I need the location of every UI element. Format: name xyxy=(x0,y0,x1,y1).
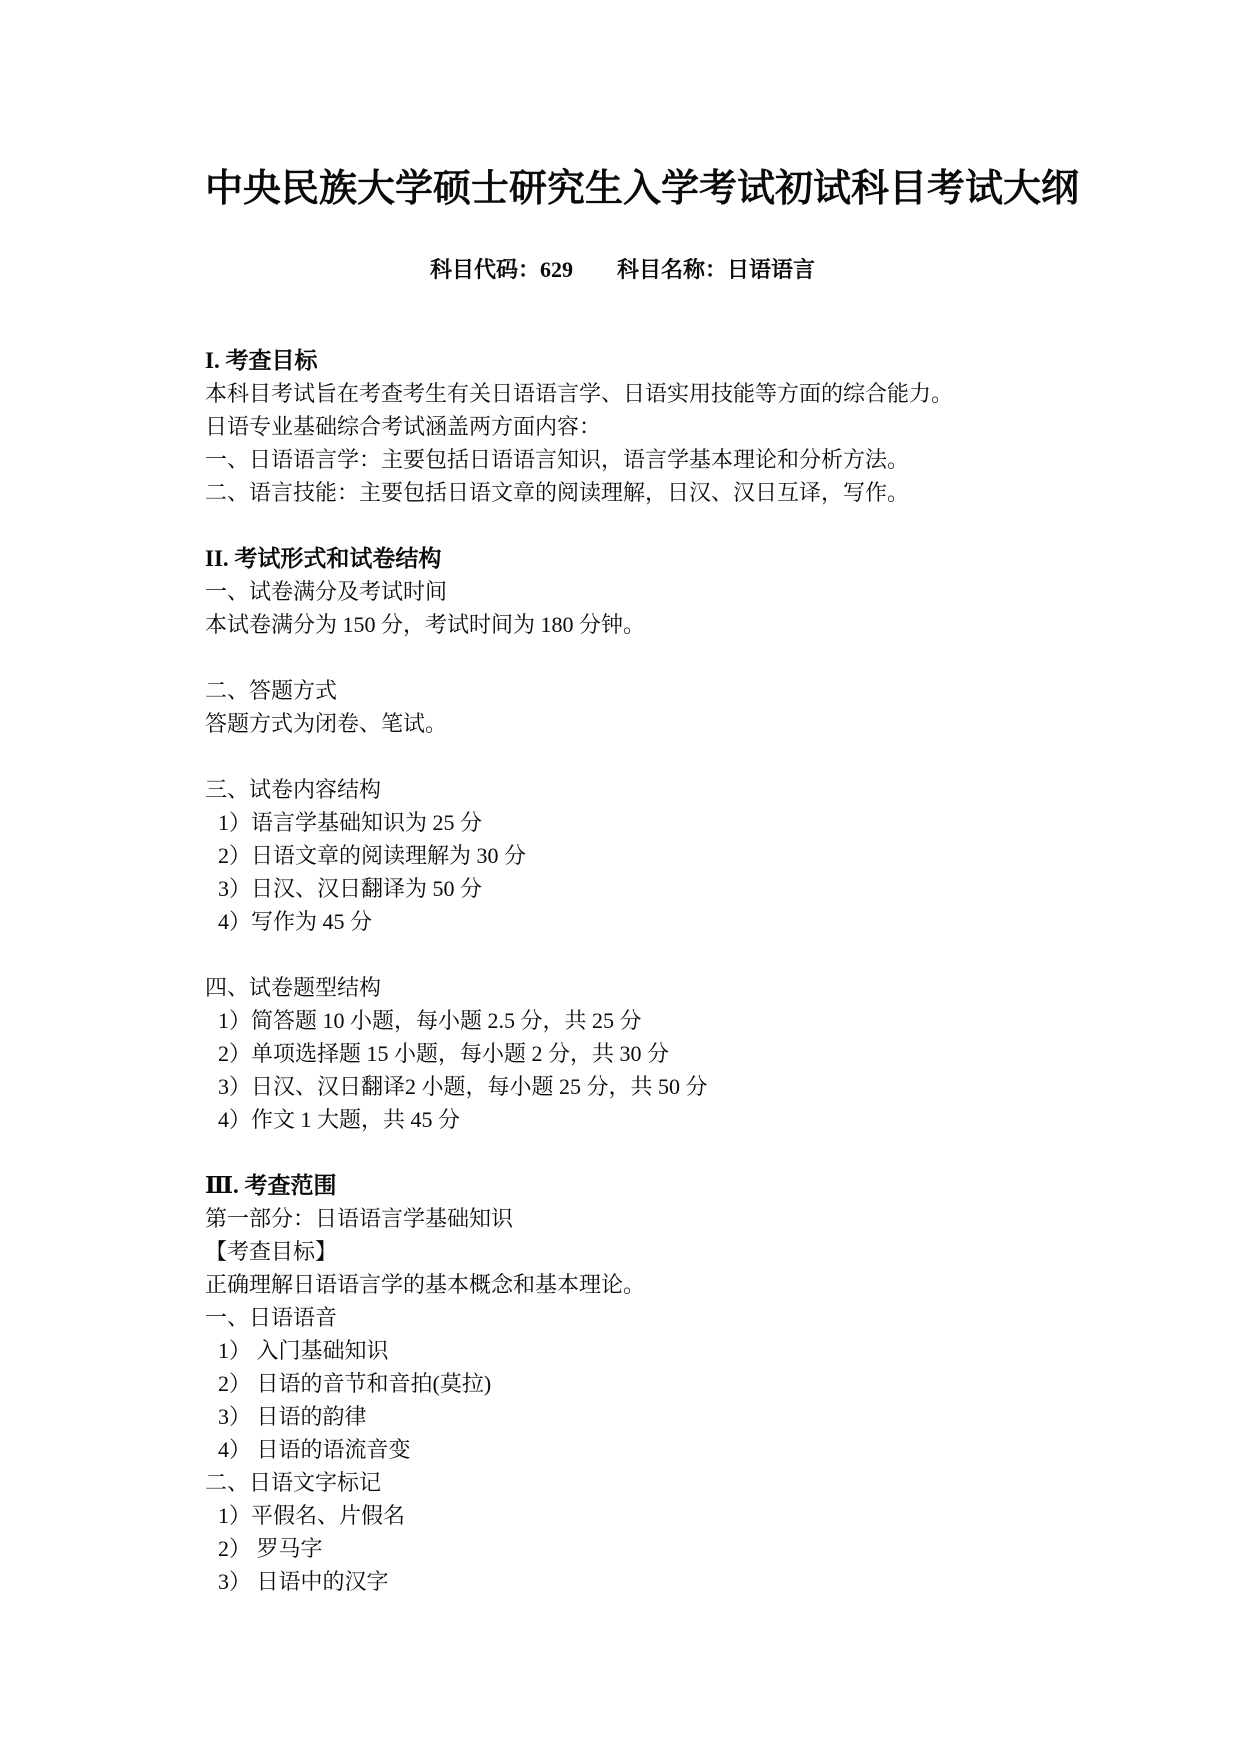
topic2-item: 1）平假名、片假名 xyxy=(218,1503,406,1528)
section-exam-objectives xyxy=(205,344,1040,509)
section1-heading: I. 考查目标 xyxy=(205,348,318,373)
section1-paragraph: 一、日语语言学：主要包括日语语言知识，语言学基本理论和分析方法。 xyxy=(205,447,910,472)
section2-sub4-heading: 四、试卷题型结构 xyxy=(205,975,382,1000)
content-structure-item: 2）日语文章的阅读理解为 30 分 xyxy=(218,843,527,868)
section2-sub3-heading: 三、试卷内容结构 xyxy=(205,777,382,802)
question-type-item: 1）简答题 10 小题，每小题 2.5 分，共 25 分 xyxy=(218,1008,642,1033)
section1-paragraph: 本科目考试旨在考查考生有关日语语言学、日语实用技能等方面的综合能力。 xyxy=(205,381,954,406)
topic2-item: 2） 罗马字 xyxy=(218,1536,323,1561)
topic1-item: 2） 日语的音节和音拍(莫拉) xyxy=(218,1371,492,1396)
section2-sub2-text: 答题方式为闭卷、笔试。 xyxy=(205,711,448,736)
section2-sub1-heading: 一、试卷满分及考试时间 xyxy=(205,579,448,604)
objective-label: 【考查目标】 xyxy=(205,1239,338,1264)
section2-sub1-text: 本试卷满分为 150 分，考试时间为 180 分钟。 xyxy=(205,612,646,637)
topic2-heading: 二、日语文字标记 xyxy=(205,1470,382,1495)
subject-info-line: 科目代码：629 科目名称：日语语言 xyxy=(429,257,815,282)
topic2-item: 3） 日语中的汉字 xyxy=(218,1569,389,1594)
topic1-item: 4） 日语的语流音变 xyxy=(218,1437,411,1462)
question-type-item: 2）单项选择题 15 小题，每小题 2 分，共 30 分 xyxy=(218,1041,670,1066)
question-type-item: 3）日汉、汉日翻译2 小题，每小题 25 分，共 50 分 xyxy=(218,1074,708,1099)
objective-text: 正确理解日语语言学的基本概念和基本理论。 xyxy=(205,1272,646,1297)
document-title: 中央民族大学硕士研究生入学考试初试科目考试大纲 xyxy=(205,168,1080,210)
section-exam-format xyxy=(205,542,1040,1136)
topic1-item: 1） 入门基础知识 xyxy=(218,1338,389,1363)
topic1-heading: 一、日语语音 xyxy=(205,1305,338,1330)
content-structure-item: 3）日汉、汉日翻译为 50 分 xyxy=(218,876,483,901)
content-structure-item: 4）写作为 45 分 xyxy=(218,909,373,934)
section1-paragraph: 日语专业基础综合考试涵盖两方面内容： xyxy=(205,414,602,439)
section2-heading: II. 考试形式和试卷结构 xyxy=(205,546,442,571)
topic1-item: 3） 日语的韵律 xyxy=(218,1404,367,1429)
section1-paragraph: 二、语言技能：主要包括日语文章的阅读理解，日汉、汉日互译，写作。 xyxy=(205,480,910,505)
content-structure-item: 1）语言学基础知识为 25 分 xyxy=(218,810,483,835)
section-exam-scope xyxy=(205,1169,1040,1598)
part1-title: 第一部分：日语语言学基础知识 xyxy=(205,1206,514,1231)
section3-heading: Ⅲ. 考查范围 xyxy=(205,1173,337,1198)
question-type-item: 4）作文 1 大题，共 45 分 xyxy=(218,1107,461,1132)
document-page xyxy=(205,0,1080,1598)
section2-sub2-heading: 二、答题方式 xyxy=(205,678,338,703)
